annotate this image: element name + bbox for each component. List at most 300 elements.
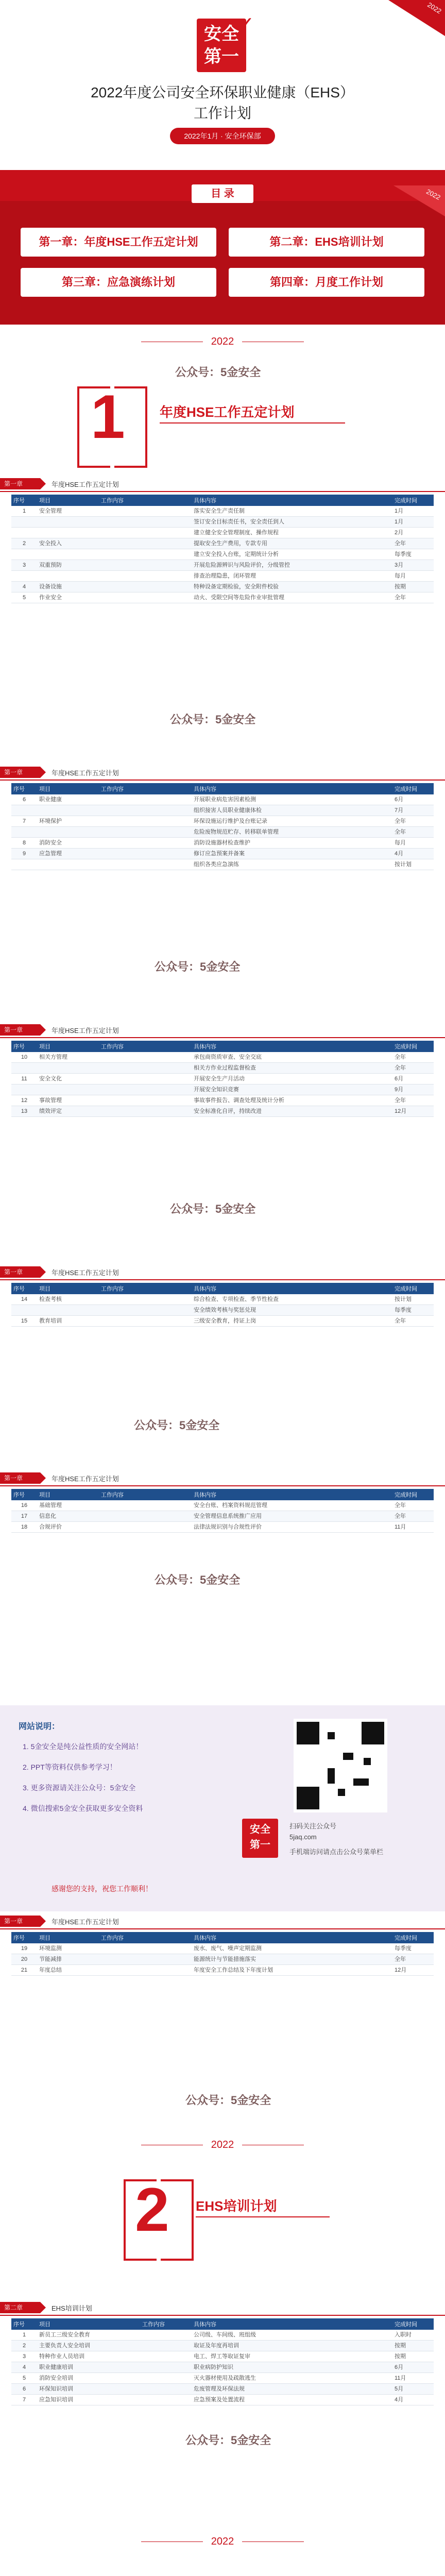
block-label: 年度HSE工作五定计划 [52, 1269, 119, 1277]
thanks-text: 感谢您的支持，祝您工作顺利！ [52, 1885, 152, 1893]
col-header: 具体内容 [192, 783, 392, 794]
table-body [11, 1294, 434, 1327]
cell-deadline: 全年 [392, 1063, 434, 1074]
cell-work [140, 2362, 192, 2373]
logo-line1: 安全 [250, 1824, 270, 1835]
cell-item [37, 827, 99, 838]
cell-item [37, 1084, 99, 1095]
divider-year: 2022 [0, 2139, 445, 2151]
table-row [11, 549, 434, 560]
watermark: 公众号：5金安全 [155, 1573, 241, 1586]
cell-item: 年度总结 [37, 1965, 99, 1976]
cell-work [99, 1084, 192, 1095]
cell-work [99, 1511, 192, 1522]
cell-item: 环保知识培训 [37, 2384, 140, 2395]
section-number: 2 [135, 2175, 169, 2244]
table-row [11, 1954, 434, 1965]
cell-deadline: 12月 [392, 1106, 434, 1117]
qr-module [364, 1758, 371, 1765]
cell-deadline: 按期 [392, 2351, 434, 2362]
cell-detail: 提取安全生产费用，专款专用 [192, 538, 392, 549]
cell-deadline: 6月 [392, 2362, 434, 2373]
header-rule [0, 1037, 445, 1038]
cell-work [99, 592, 192, 603]
cell-no [11, 549, 37, 560]
cell-work [99, 1095, 192, 1106]
table-block-3 [0, 1020, 445, 1262]
cell-deadline: 全年 [392, 1500, 434, 1511]
table-row [11, 1965, 434, 1976]
toc-item-4[interactable]: 第四章：月度工作计划 [229, 268, 424, 297]
table-row [11, 517, 434, 528]
site-domain[interactable]: 5jaq.com [289, 1833, 317, 1841]
table-row [11, 571, 434, 582]
cell-detail: 能源统计与节能措施落实 [192, 1954, 392, 1965]
cell-deadline: 全年 [392, 592, 434, 603]
logo-line1: 安全 [204, 24, 239, 44]
cell-no: 3 [11, 2351, 37, 2362]
table-body [11, 2330, 434, 2405]
logo-line2: 第一 [204, 47, 239, 66]
cell-work [99, 1316, 192, 1327]
table-block-5 [0, 1468, 445, 1705]
cell-work [99, 1106, 192, 1117]
cell-work [99, 1522, 192, 1533]
cell-detail: 事故事件报告、调查处理及统计分析 [192, 1095, 392, 1106]
col-header: 项目 [37, 495, 99, 506]
cell-work [99, 1074, 192, 1084]
cell-item: 应急知识培训 [37, 2395, 140, 2405]
cell-detail: 职业病防护知识 [192, 2362, 392, 2373]
plan-table [11, 495, 434, 603]
cell-no: 3 [11, 560, 37, 571]
qr-finder [297, 1722, 319, 1744]
col-header: 完成时间 [392, 1283, 434, 1294]
cell-no: 8 [11, 838, 37, 849]
table-row [11, 2341, 434, 2351]
cell-item [37, 859, 99, 870]
col-header: 序号 [11, 1283, 37, 1294]
cell-detail: 取证及年度再培训 [192, 2341, 392, 2351]
cell-item [37, 1305, 99, 1316]
cell-deadline: 入职时 [392, 2330, 434, 2341]
cell-work [99, 528, 192, 538]
table-header-row [11, 2318, 434, 2330]
table-row [11, 560, 434, 571]
table-row [11, 1500, 434, 1511]
cell-detail: 特种设备定期检验，安全附件校验 [192, 582, 392, 592]
cell-no: 7 [11, 816, 37, 827]
cell-work [99, 1965, 192, 1976]
cell-work [99, 538, 192, 549]
cell-item: 相关方管理 [37, 1052, 99, 1063]
cell-detail: 排查治理隐患，闭环管理 [192, 571, 392, 582]
follow-text: 扫码关注公众号 [289, 1822, 337, 1830]
cell-deadline: 全年 [392, 816, 434, 827]
cell-item: 设备设施 [37, 582, 99, 592]
header-rule [0, 2315, 445, 2316]
cell-deadline: 按计划 [392, 859, 434, 870]
watermark: 公众号：5金安全 [170, 713, 256, 726]
promo-line: 2. PPT等资料仅供参考学习！ [23, 1763, 117, 1771]
cell-work [99, 1305, 192, 1316]
cell-no [11, 571, 37, 582]
cell-item: 安全投入 [37, 538, 99, 549]
watermark: 公众号：5金安全 [155, 960, 241, 973]
watermark: 公众号：5金安全 [134, 1419, 220, 1432]
cell-detail: 安全管理信息系统推广应用 [192, 1511, 392, 1522]
cell-item: 绩效评定 [37, 1106, 99, 1117]
cell-detail: 建立健全安全管理制度、操作规程 [192, 528, 392, 538]
cell-no: 18 [11, 1522, 37, 1533]
qr-module [328, 1768, 335, 1784]
promo-line: 4. 微信搜索5金安全获取更多安全资料 [23, 1804, 143, 1812]
cell-no: 19 [11, 1943, 37, 1954]
cell-item: 教育培训 [37, 1316, 99, 1327]
cell-no [11, 805, 37, 816]
block-label: 年度HSE工作五定计划 [52, 481, 119, 488]
col-header: 工作内容 [99, 1932, 192, 1943]
table-row [11, 2384, 434, 2395]
table-row [11, 816, 434, 827]
cell-work [99, 506, 192, 517]
cell-deadline: 每月 [392, 838, 434, 849]
table-body [11, 506, 434, 603]
cell-no: 14 [11, 1294, 37, 1305]
table-body [11, 794, 434, 870]
table-header-row [11, 1489, 434, 1500]
qr-finder [362, 1722, 384, 1744]
cell-work [99, 549, 192, 560]
header-rule [0, 779, 445, 781]
cell-detail: 开展职业病危害因素检测 [192, 794, 392, 805]
col-header: 具体内容 [192, 1932, 392, 1943]
cell-item [37, 528, 99, 538]
cell-item [37, 571, 99, 582]
cell-no [11, 859, 37, 870]
cell-no [11, 1063, 37, 1074]
cell-deadline: 1月 [392, 506, 434, 517]
cell-work [99, 560, 192, 571]
col-header: 具体内容 [192, 1041, 392, 1052]
cell-deadline: 11月 [392, 1522, 434, 1533]
block-header [0, 1262, 445, 1283]
block-label: 年度HSE工作五定计划 [52, 769, 119, 777]
block-label: EHS培训计划 [52, 2304, 92, 2312]
table-block-4 [0, 1262, 445, 1468]
col-header: 序号 [11, 2318, 37, 2330]
cell-item: 新员工三级安全教育 [37, 2330, 140, 2341]
table-row [11, 1316, 434, 1327]
cell-work [99, 805, 192, 816]
cell-no: 1 [11, 506, 37, 517]
table-row [11, 1294, 434, 1305]
table-row [11, 1063, 434, 1074]
chapter-tab: 第一章 [0, 478, 40, 489]
toc-item-2[interactable]: 第二章：EHS培训计划 [229, 228, 424, 257]
cover-date-badge: 2022年1月 · 安全环保部 [170, 128, 275, 144]
block-header [0, 1020, 445, 1041]
table-row [11, 827, 434, 838]
col-header: 工作内容 [99, 1489, 192, 1500]
header-rule [0, 1485, 445, 1486]
cell-work [140, 2384, 192, 2395]
table-header-row [11, 495, 434, 506]
col-header: 序号 [11, 495, 37, 506]
cell-item: 事故管理 [37, 1095, 99, 1106]
cell-deadline: 全年 [392, 1052, 434, 1063]
table-body [11, 1500, 434, 1533]
toc-item-3[interactable]: 第三章：应急演练计划 [21, 268, 216, 297]
cell-detail: 三级安全教育，持证上岗 [192, 1316, 392, 1327]
table-row [11, 528, 434, 538]
promo-line: 1. 5金安全是纯公益性质的安全网站！ [23, 1742, 143, 1751]
col-header: 具体内容 [192, 1489, 392, 1500]
cell-no: 5 [11, 592, 37, 603]
cell-detail: 建立安全投入台账，定期统计分析 [192, 549, 392, 560]
cell-no: 5 [11, 2373, 37, 2384]
table-row [11, 1074, 434, 1084]
cell-detail: 承包商资质审查、安全交底 [192, 1052, 392, 1063]
cell-item: 职业健康培训 [37, 2362, 140, 2373]
table-row [11, 582, 434, 592]
cell-work [99, 827, 192, 838]
cell-detail: 环保设施运行维护及台账记录 [192, 816, 392, 827]
table-row [11, 859, 434, 870]
chapter-tab: 第二章 [0, 2302, 40, 2313]
watermark: 公众号：5金安全 [185, 2434, 271, 2447]
col-header: 项目 [37, 1489, 99, 1500]
section-title: 年度HSE工作五定计划 [160, 404, 295, 420]
col-header: 完成时间 [392, 2318, 434, 2330]
col-header: 具体内容 [192, 495, 392, 506]
section-number: 1 [91, 382, 125, 451]
plan-table [11, 1932, 434, 1976]
col-header: 项目 [37, 1932, 99, 1943]
section-divider-1 [0, 325, 445, 474]
logo-line2: 第一 [250, 1839, 270, 1851]
cell-detail: 相关方作业过程监督检查 [192, 1063, 392, 1074]
table-block-2 [0, 762, 445, 1020]
divider-year: 2022 [0, 336, 445, 348]
title-underline [160, 422, 345, 423]
cell-detail: 落实安全生产责任制 [192, 506, 392, 517]
cell-work [140, 2330, 192, 2341]
cell-no: 21 [11, 1965, 37, 1976]
table-block-1 [0, 474, 445, 762]
table-row [11, 805, 434, 816]
section-divider-3 [0, 2524, 445, 2576]
cell-deadline: 11月 [392, 2373, 434, 2384]
cell-deadline: 2月 [392, 528, 434, 538]
cell-no: 6 [11, 794, 37, 805]
cell-item: 信息化 [37, 1511, 99, 1522]
cell-deadline: 6月 [392, 794, 434, 805]
cell-work [99, 582, 192, 592]
cell-item: 环境监测 [37, 1943, 99, 1954]
cell-detail: 安全台账、档案资料规范管理 [192, 1500, 392, 1511]
table-row [11, 1305, 434, 1316]
cell-deadline: 每季度 [392, 549, 434, 560]
table-body [11, 1943, 434, 1976]
cell-item: 特种作业人员培训 [37, 2351, 140, 2362]
section-divider-2 [0, 2128, 445, 2298]
cell-work [99, 1954, 192, 1965]
chapter-tab: 第一章 [0, 1472, 40, 1484]
cell-no: 15 [11, 1316, 37, 1327]
col-header: 工作内容 [99, 1041, 192, 1052]
promo-title: 网站说明： [19, 1722, 60, 1731]
cell-detail: 组织各类应急演练 [192, 859, 392, 870]
cell-no: 1 [11, 2330, 37, 2341]
block-header [0, 2298, 445, 2318]
cell-work [99, 571, 192, 582]
cell-detail: 公司级、车间级、班组级 [192, 2330, 392, 2341]
col-header: 完成时间 [392, 495, 434, 506]
catalog-tag: 目 录 [192, 184, 253, 203]
toc-item-1[interactable]: 第一章：年度HSE工作五定计划 [21, 228, 216, 257]
cell-work [99, 1294, 192, 1305]
table-row [11, 1095, 434, 1106]
col-header: 完成时间 [392, 1041, 434, 1052]
watermark: 公众号：5金安全 [185, 2094, 271, 2107]
cell-no [11, 1084, 37, 1095]
plan-table [11, 1283, 434, 1327]
cell-deadline: 全年 [392, 1954, 434, 1965]
cell-item: 主要负责人安全培训 [37, 2341, 140, 2351]
cell-no: 16 [11, 1500, 37, 1511]
table-row [11, 794, 434, 805]
cell-no: 7 [11, 2395, 37, 2405]
cell-work [99, 816, 192, 827]
block-header [0, 1911, 445, 1932]
cell-detail: 电工、焊工等取证复审 [192, 2351, 392, 2362]
cell-deadline: 5月 [392, 2384, 434, 2395]
table-header-row [11, 783, 434, 794]
col-header: 具体内容 [192, 1283, 392, 1294]
safety-logo-small [242, 1819, 278, 1858]
cell-detail: 开展安全生产月活动 [192, 1074, 392, 1084]
cell-no: 6 [11, 2384, 37, 2395]
cell-no [11, 1305, 37, 1316]
website-promo [0, 1705, 445, 1911]
cell-work [99, 1943, 192, 1954]
cell-deadline: 全年 [392, 538, 434, 549]
cell-no: 9 [11, 849, 37, 859]
table-header-row [11, 1932, 434, 1943]
col-header: 工作内容 [99, 783, 192, 794]
cell-deadline: 每月 [392, 571, 434, 582]
cell-work [99, 1052, 192, 1063]
cell-deadline: 1月 [392, 517, 434, 528]
cell-deadline: 全年 [392, 1095, 434, 1106]
cell-item [37, 805, 99, 816]
catalog-year: 2022 [425, 188, 442, 201]
cell-no: 2 [11, 538, 37, 549]
cell-work [140, 2341, 192, 2351]
col-header: 序号 [11, 1932, 37, 1943]
table-row [11, 1522, 434, 1533]
cell-item: 合规评价 [37, 1522, 99, 1533]
cell-work [99, 517, 192, 528]
cell-work [99, 1500, 192, 1511]
qr-code[interactable] [294, 1719, 387, 1812]
cover [0, 0, 445, 170]
cell-work [99, 849, 192, 859]
check-icon: ✓ [238, 13, 254, 35]
plan-table [11, 1041, 434, 1117]
cell-work [99, 838, 192, 849]
col-header: 具体内容 [192, 2318, 392, 2330]
cell-deadline: 4月 [392, 2395, 434, 2405]
col-header: 项目 [37, 2318, 140, 2330]
qr-module [328, 1732, 335, 1739]
document-subtitle: 工作计划 [193, 105, 251, 121]
cell-deadline: 全年 [392, 827, 434, 838]
table-row [11, 1052, 434, 1063]
qr-module [338, 1789, 345, 1796]
col-header: 完成时间 [392, 783, 434, 794]
cell-detail: 法律法规识别与合规性评价 [192, 1522, 392, 1533]
cell-detail: 安全标准化自评，持续改进 [192, 1106, 392, 1117]
cell-detail: 动火、受限空间等危险作业审批管理 [192, 592, 392, 603]
table-header-row [11, 1283, 434, 1294]
cell-deadline: 12月 [392, 1965, 434, 1976]
cell-detail: 安全绩效考核与奖惩兑现 [192, 1305, 392, 1316]
bracket-right [161, 2179, 194, 2261]
cell-item [37, 1063, 99, 1074]
table-row [11, 838, 434, 849]
cell-item: 消防安全 [37, 838, 99, 849]
cell-work [99, 794, 192, 805]
divider-year: 2022 [0, 2536, 445, 2548]
table-row [11, 849, 434, 859]
col-header: 完成时间 [392, 1489, 434, 1500]
cell-item: 职业健康 [37, 794, 99, 805]
promo-line: 3. 更多资源请关注公众号：5金安全 [23, 1784, 136, 1792]
block-label: 年度HSE工作五定计划 [52, 1475, 119, 1483]
chapter-tab: 第一章 [0, 1266, 40, 1278]
cell-item: 环境保护 [37, 816, 99, 827]
cell-detail: 危险废物规范贮存、转移联单管理 [192, 827, 392, 838]
block-label: 年度HSE工作五定计划 [52, 1918, 119, 1926]
table-row [11, 1106, 434, 1117]
table-row [11, 2330, 434, 2341]
block-header [0, 474, 445, 495]
cell-item [37, 549, 99, 560]
qr-module [343, 1753, 353, 1760]
cell-work [140, 2351, 192, 2362]
cell-item: 双重预防 [37, 560, 99, 571]
cell-no [11, 517, 37, 528]
table-body [11, 1052, 434, 1117]
cell-work [140, 2373, 192, 2384]
bracket-right [114, 386, 147, 468]
chapter-tab: 第一章 [0, 767, 40, 778]
cell-detail: 废水、废气、噪声定期监测 [192, 1943, 392, 1954]
cell-no: 11 [11, 1074, 37, 1084]
title-underline [196, 2216, 330, 2217]
cell-detail: 应急预案及处置流程 [192, 2395, 392, 2405]
cell-detail: 组织接害人员职业健康体检 [192, 805, 392, 816]
cell-detail: 灭火器材使用及疏散逃生 [192, 2373, 392, 2384]
cell-no [11, 827, 37, 838]
cell-detail: 危废管理及环保法规 [192, 2384, 392, 2395]
col-header: 序号 [11, 1489, 37, 1500]
col-header: 项目 [37, 783, 99, 794]
col-header: 项目 [37, 1041, 99, 1052]
table-row [11, 592, 434, 603]
